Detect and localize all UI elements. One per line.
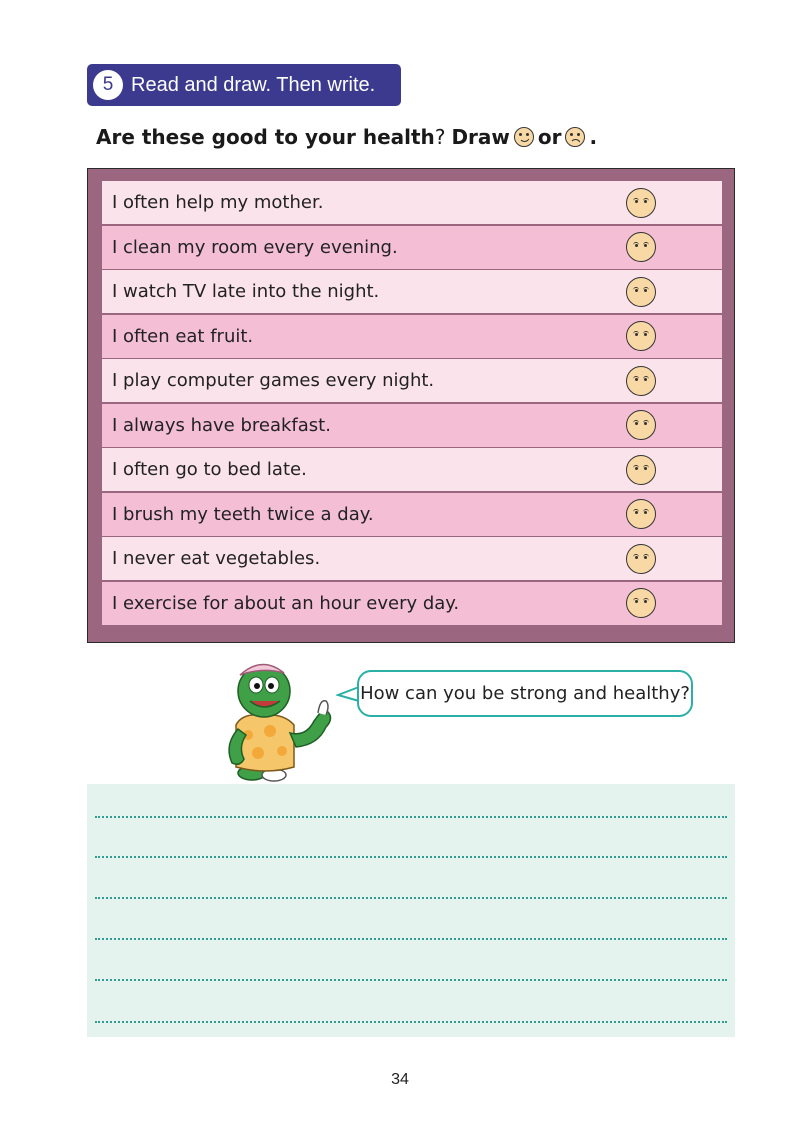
blank-face-icon[interactable]	[626, 366, 656, 396]
row-text: I brush my teeth twice a day.	[112, 503, 374, 525]
exercise-number: 5	[93, 70, 123, 100]
table-row	[102, 181, 722, 224]
writing-line[interactable]	[95, 897, 727, 899]
blank-face-icon[interactable]	[626, 455, 656, 485]
instruction-text-4: .	[589, 125, 598, 149]
writing-area[interactable]	[87, 784, 735, 1037]
turtle-mascot-icon	[222, 655, 337, 783]
table-row	[102, 270, 722, 313]
blank-face-icon[interactable]	[626, 544, 656, 574]
row-text: I never eat vegetables.	[112, 548, 321, 569]
blank-face-icon[interactable]	[626, 277, 656, 307]
table-row	[102, 493, 722, 536]
table-row	[102, 582, 722, 625]
blank-face-icon[interactable]	[626, 410, 656, 440]
table-row	[102, 448, 722, 491]
instruction-question-mark: ?	[434, 125, 446, 149]
health-table	[87, 168, 735, 643]
row-text: I often help my mother.	[112, 192, 324, 213]
page-number: 34	[391, 1071, 409, 1088]
table-row	[102, 404, 722, 447]
speech-bubble	[357, 670, 693, 717]
writing-line[interactable]	[95, 856, 727, 858]
blank-face-icon[interactable]	[626, 232, 656, 262]
row-text: I often go to bed late.	[112, 459, 307, 480]
table-row	[102, 315, 722, 358]
instruction-text-1: Are these good to your health	[96, 125, 435, 149]
speech-bubble-text: How can you be strong and healthy?	[360, 683, 690, 704]
writing-line[interactable]	[95, 979, 727, 981]
table-row	[102, 359, 722, 402]
row-text: I often eat fruit.	[112, 325, 254, 347]
instruction-line	[96, 125, 597, 149]
instruction-text-2: Draw	[451, 125, 510, 149]
table-row	[102, 537, 722, 580]
row-text: I watch TV late into the night.	[112, 281, 380, 302]
exercise-title: Read and draw. Then write.	[131, 73, 376, 96]
table-row	[102, 226, 722, 269]
blank-face-icon[interactable]	[626, 588, 656, 618]
row-text: I exercise for about an hour every day.	[112, 592, 460, 614]
writing-line[interactable]	[95, 816, 727, 818]
instruction-text-3: or	[537, 125, 562, 149]
row-text: I clean my room every evening.	[112, 236, 398, 258]
row-text: I play computer games every night.	[112, 370, 435, 391]
row-text: I always have breakfast.	[112, 414, 331, 436]
exercise-header	[87, 64, 401, 106]
blank-face-icon[interactable]	[626, 321, 656, 351]
sad-face-icon	[565, 127, 585, 147]
happy-face-icon	[514, 127, 534, 147]
health-table-rows	[102, 181, 722, 626]
writing-line[interactable]	[95, 938, 727, 940]
blank-face-icon[interactable]	[626, 188, 656, 218]
blank-face-icon[interactable]	[626, 499, 656, 529]
writing-line[interactable]	[95, 1021, 727, 1023]
